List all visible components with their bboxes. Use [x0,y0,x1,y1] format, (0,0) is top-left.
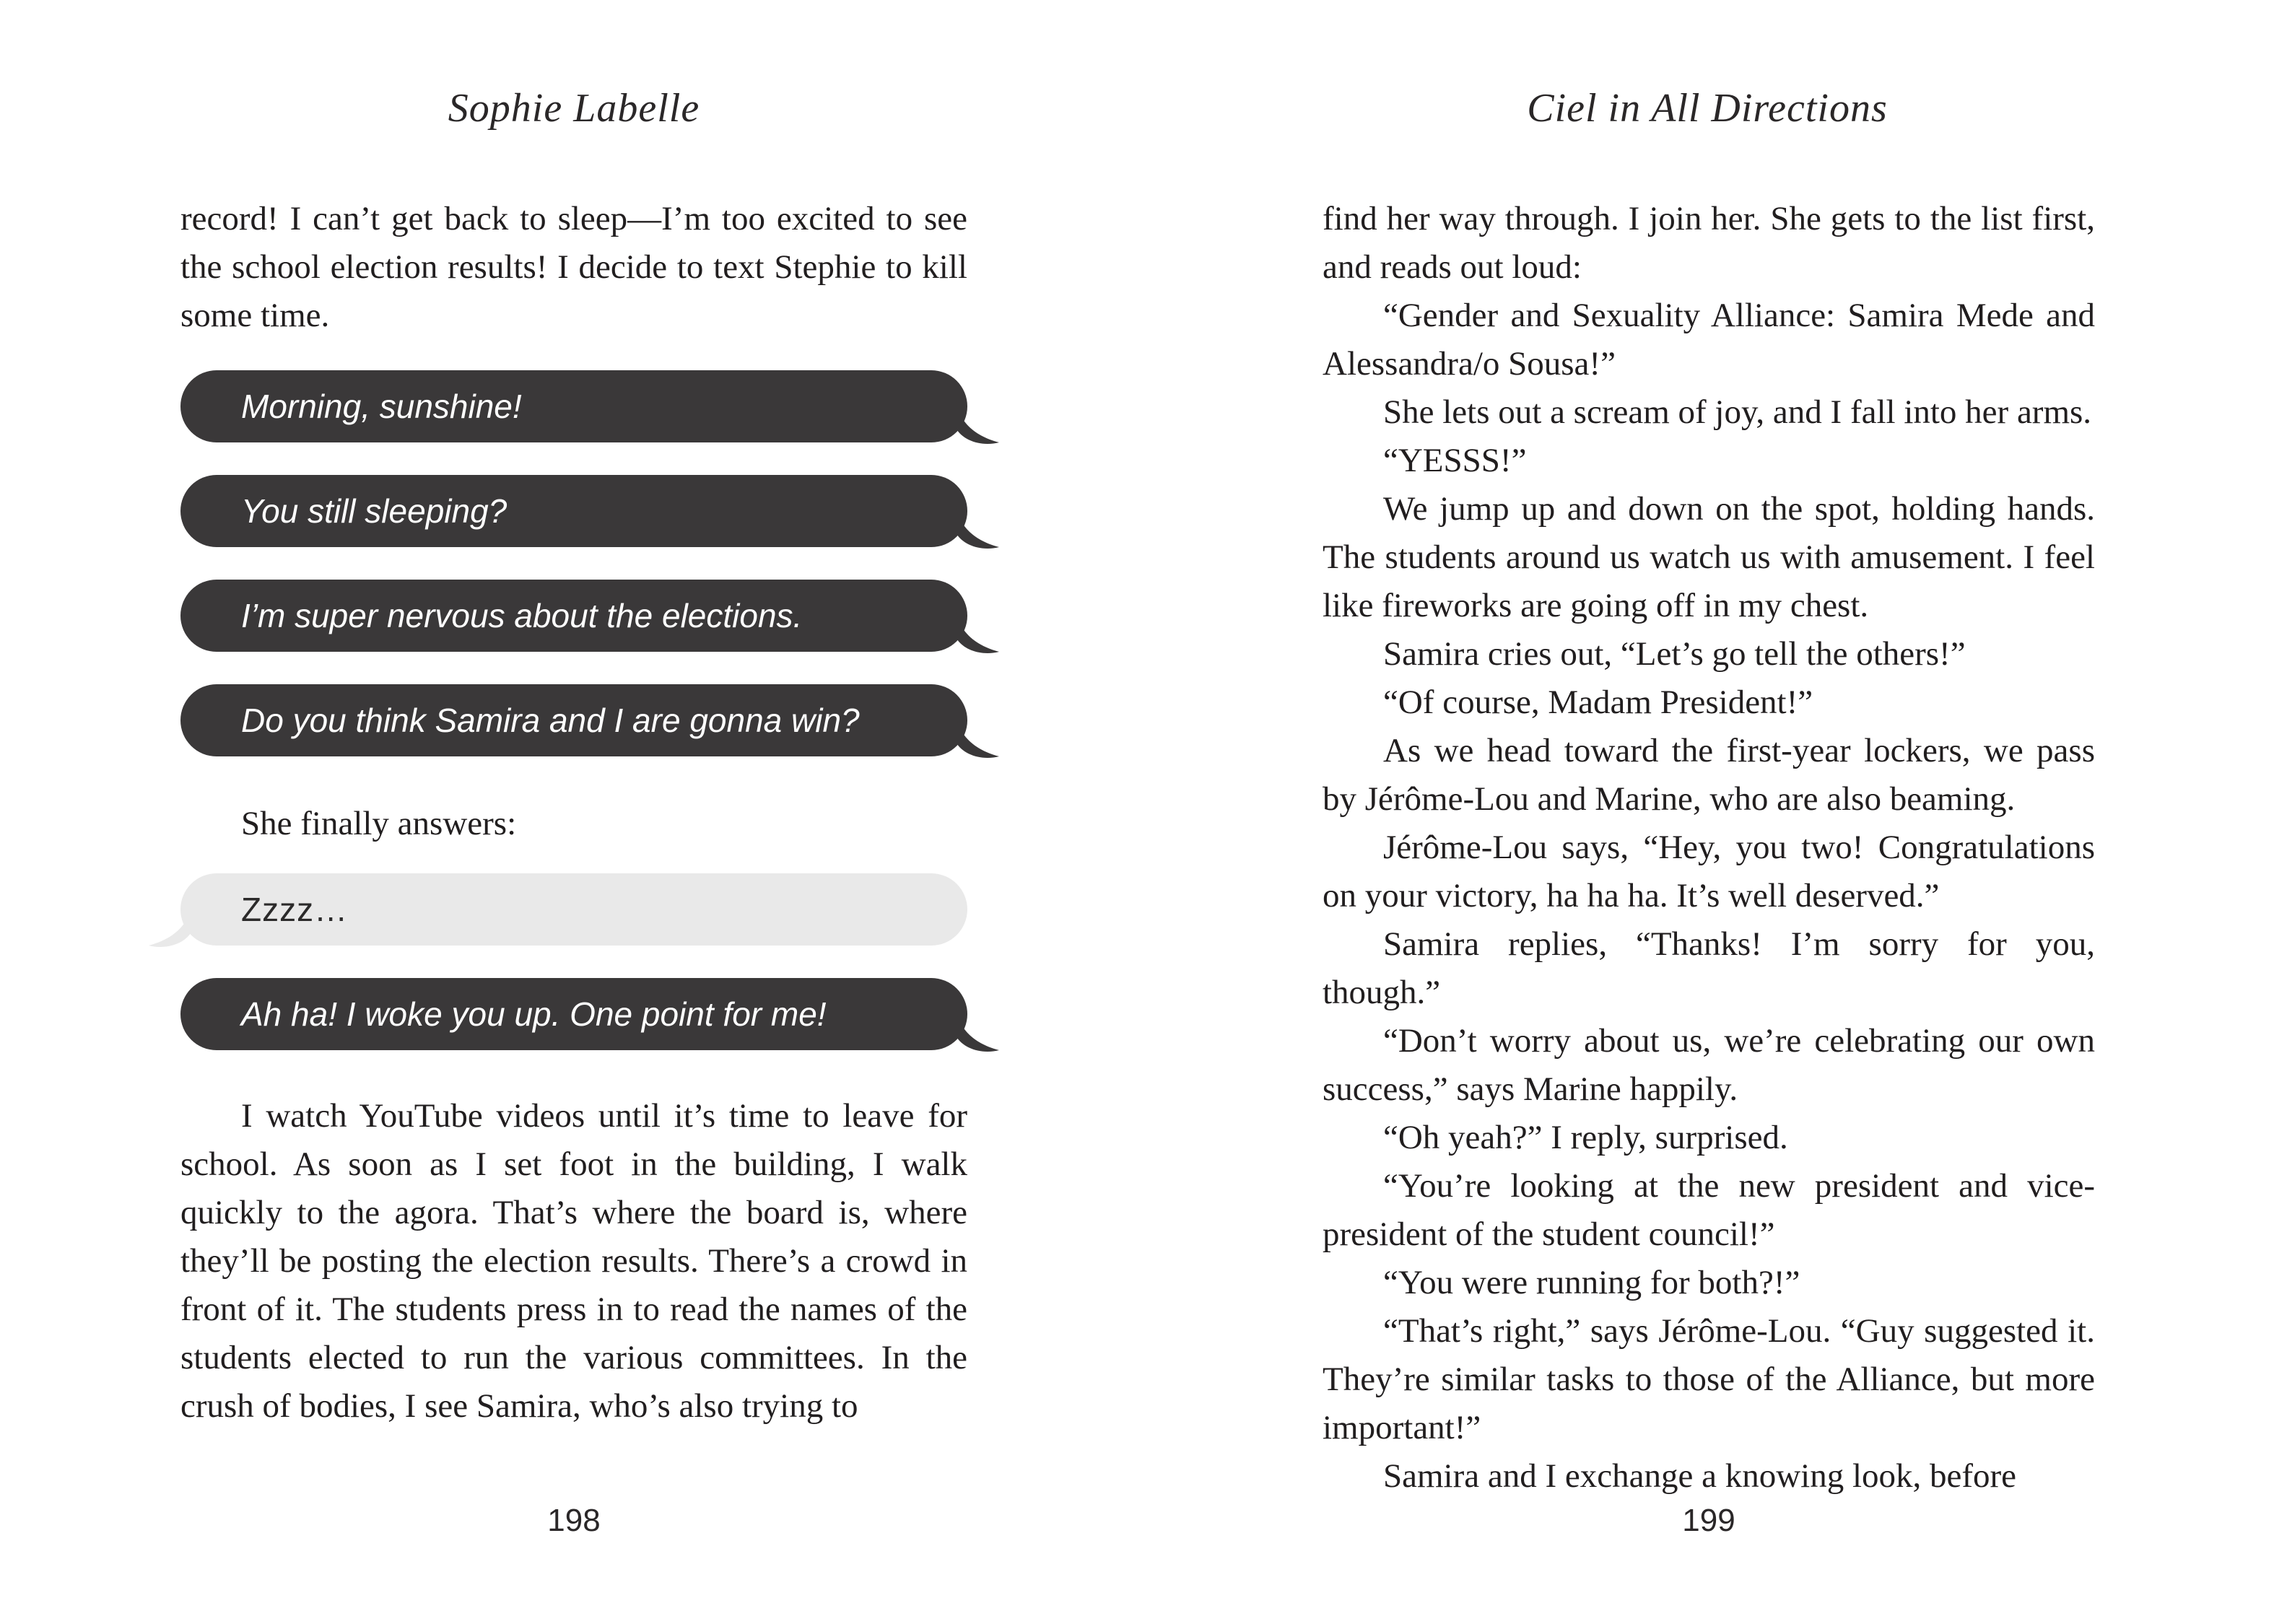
chat-message-text: You still sleeping? [241,492,507,530]
narration-line: She finally answers: [241,805,517,842]
chat-bubble-sent [180,978,967,1050]
body-paragraph: “Don’t worry about us, we’re celebrating our own success,” says Marine happily. [1323,1022,2095,1108]
chat-message-text: Do you think Samira and I are gonna win? [241,702,860,739]
bubble-tail-icon [147,904,193,950]
body-paragraph: record! I can’t get back to sleep—I’m too excited to see the school election results! I decide to text Stephie to kill some time. [180,200,967,334]
chat-bubble-sent [180,370,967,442]
body-paragraph: Samira cries out, “Let’s go tell the others!” [1383,635,1966,673]
page-number-left: 198 [547,1503,601,1538]
page-number-right: 199 [1682,1503,1735,1538]
body-paragraph: Samira replies, “Thanks! I’m sorry for you, though.” [1323,925,2095,1011]
bubble-tail-icon [954,401,1001,447]
chat-message-text: Ah ha! I woke you up. One point for me! [241,995,827,1033]
body-paragraph: “Oh yeah?” I reply, surprised. [1383,1119,1788,1156]
bubble-tail-icon [954,715,1001,761]
body-paragraph: As we head toward the first-year lockers, we pass by Jérôme-Lou and Marine, who are also beaming. [1323,732,2095,818]
left-page-content [180,195,967,1431]
chat-bubble-sent [180,475,967,547]
bubble-tail-icon [954,610,1001,656]
chat-bubble-sent [180,684,967,756]
running-header-author: Sophie Labelle [448,86,700,131]
body-paragraph: “Gender and Sexuality Alliance: Samira Mede and Alessandra/o Sousa!” [1323,297,2095,383]
bubble-tail-icon [954,505,1001,551]
running-header-title: Ciel in All Directions [1527,86,1888,131]
right-page [1137,0,2274,1624]
chat-message-text: Zzzz… [241,891,349,928]
right-page-content [1323,195,2095,1501]
body-paragraph: find her way through. I join her. She gets to the list first, and reads out loud: [1323,200,2095,286]
chat-message-text: Morning, sunshine! [241,388,522,425]
body-paragraph: “You were running for both?!” [1383,1264,1800,1301]
body-paragraph: She lets out a scream of joy, and I fall into her arms. [1383,393,2092,431]
body-paragraph: We jump up and down on the spot, holding hands. The students around us watch us with amusement. I feel like fireworks are going off in my chest. [1323,490,2095,624]
body-paragraph: Samira and I exchange a knowing look, before [1383,1457,2017,1495]
chat-message-text: I’m super nervous about the elections. [241,597,803,634]
body-paragraph: I watch YouTube videos until it’s time to leave for school. As soon as I set foot in the building, I walk quickly to the agora. That’s where the board is, where they’ll be posting the election results. There’s a crowd in front of it. The students press in to read the names of the students elected to run the various committees. In the crush of bodies, I see Samira, who’s also trying to [180,1097,967,1425]
body-paragraph: “YESSS!” [1383,442,1527,479]
chat-bubble-received [180,873,967,946]
body-paragraph: “You’re looking at the new president and vice-president of the student council!” [1323,1167,2095,1253]
bubble-tail-icon [954,1008,1001,1055]
body-paragraph: “Of course, Madam President!” [1383,684,1813,721]
body-paragraph: Jérôme-Lou says, “Hey, you two! Congratulations on your victory, ha ha ha. It’s well deserved.” [1323,829,2095,914]
body-paragraph: “That’s right,” says Jérôme-Lou. “Guy suggested it. They’re similar tasks to those of the Alliance, but more important!” [1323,1312,2095,1446]
chat-bubble-sent [180,580,967,652]
